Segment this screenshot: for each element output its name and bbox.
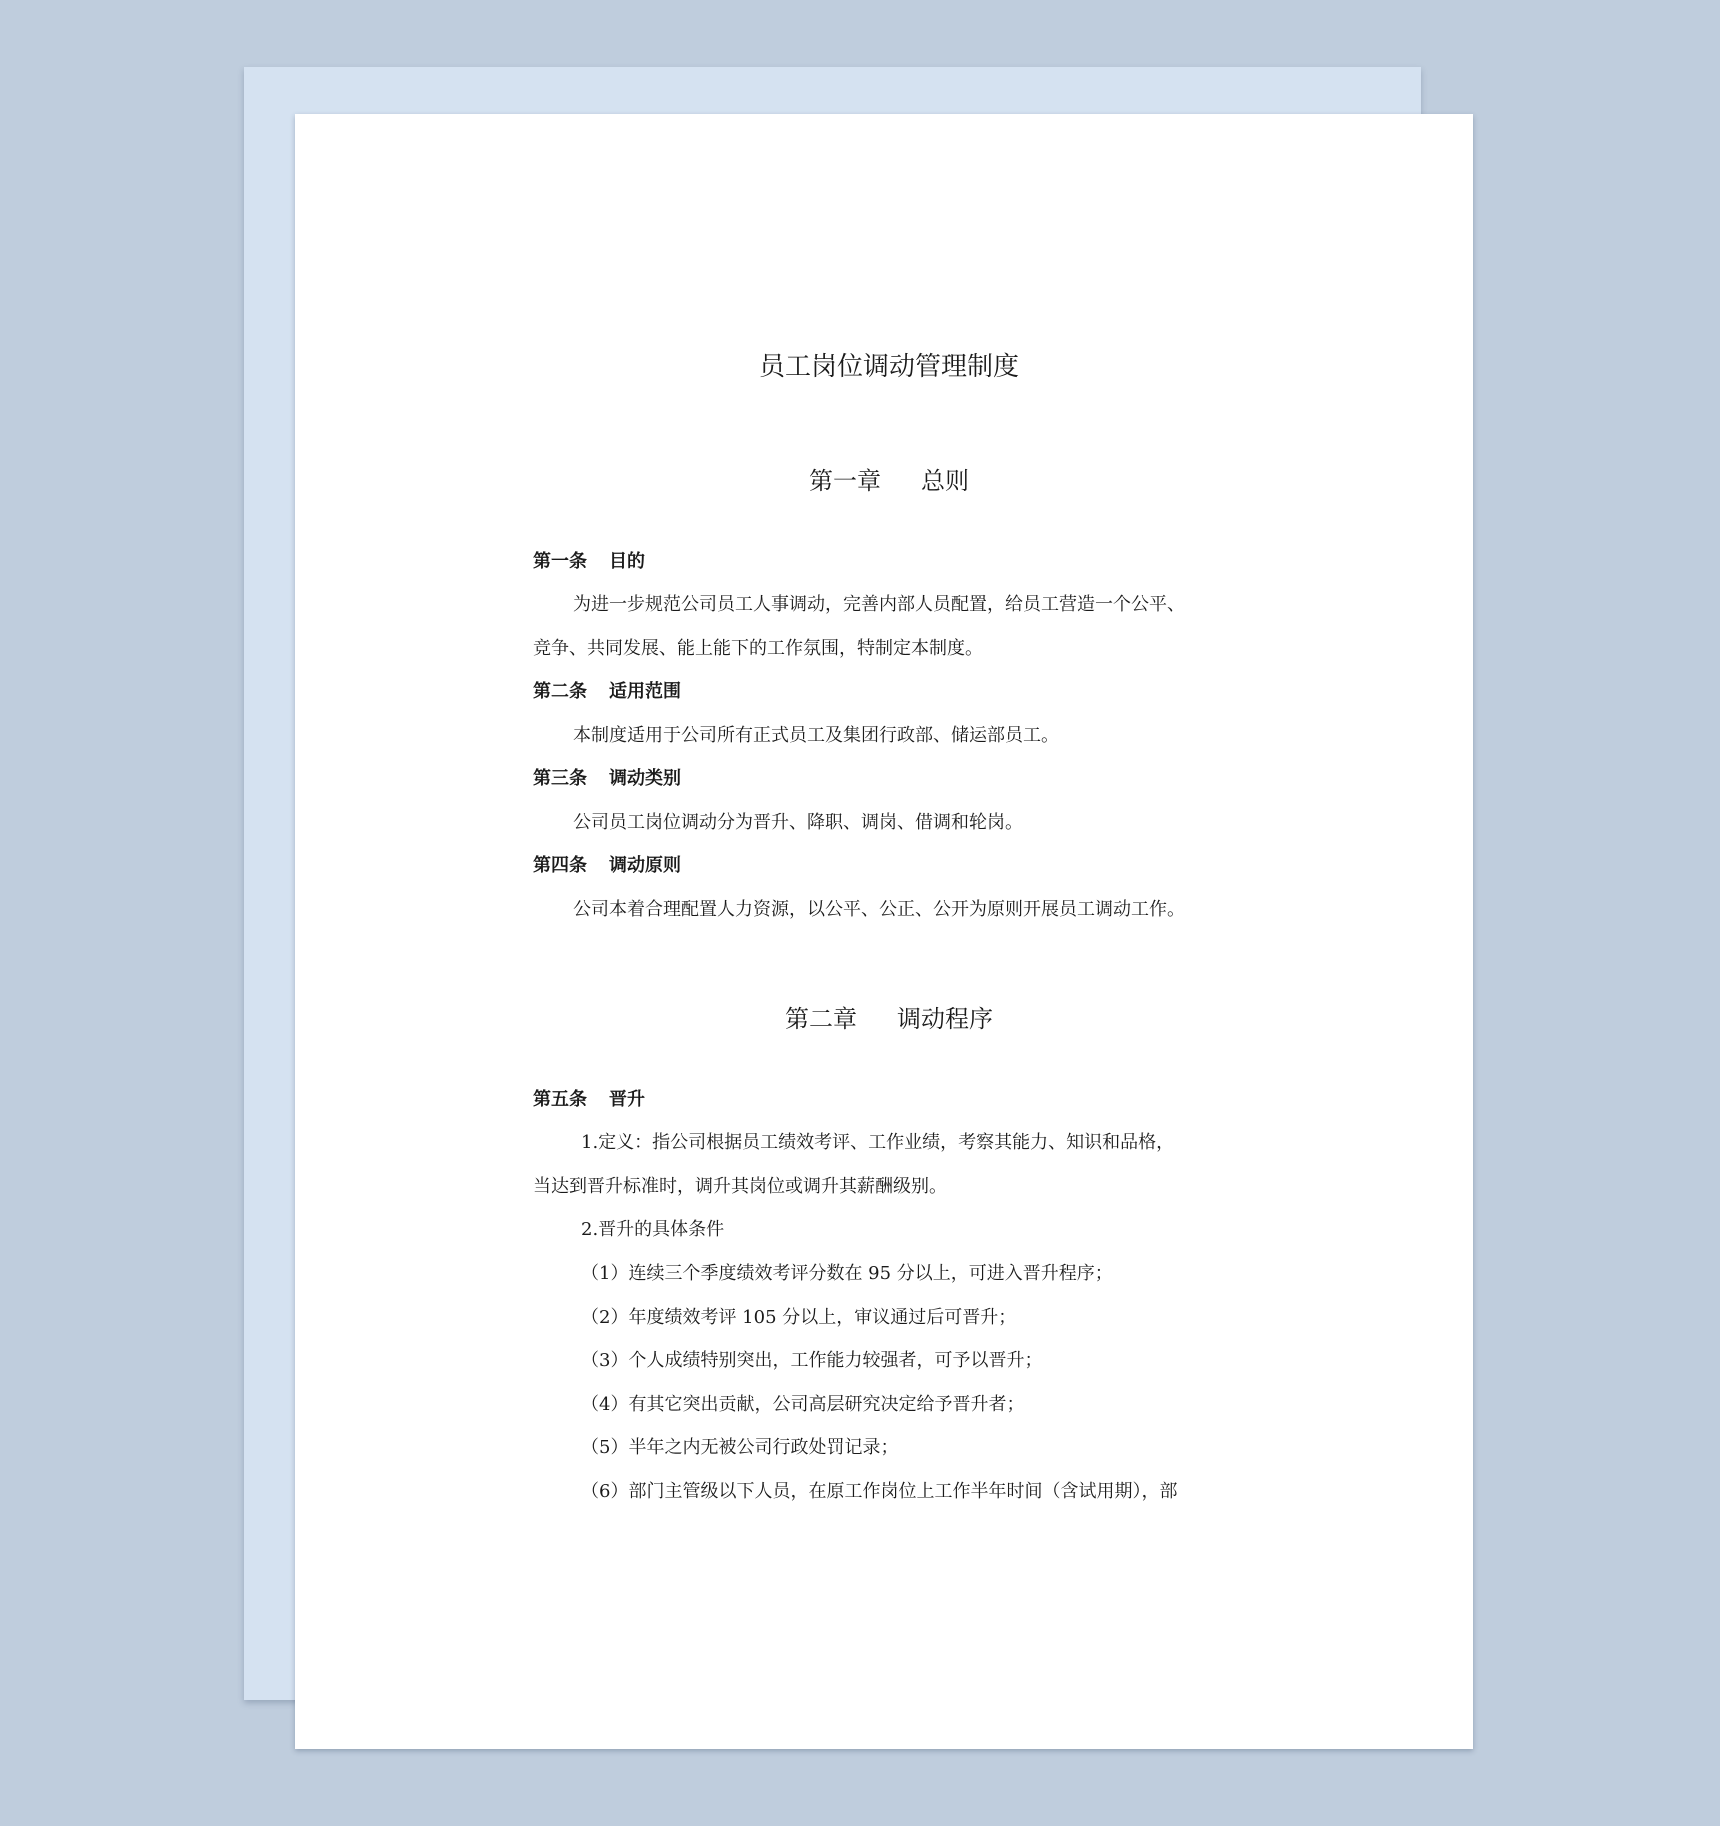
article-3-name: 调动类别 — [609, 768, 681, 789]
article-5-definition-line-1: 1.定义：指公司根据员工绩效考评、工作业绩，考察其能力、知识和品格， — [581, 1132, 1175, 1153]
article-5-conditions-heading: 2.晋升的具体条件 — [581, 1219, 725, 1240]
article-2-name: 适用范围 — [609, 681, 681, 702]
article-2-number: 第二条 — [533, 681, 587, 702]
condition-item-2: （2）年度绩效考评 105 分以上，审议通过后可晋升； — [581, 1307, 1017, 1328]
chapter-2-title — [533, 1003, 1245, 1035]
chapter-2-number: 第二章 — [785, 1005, 857, 1033]
chapter-1-title — [533, 465, 1245, 497]
article-2-text-line-1: 本制度适用于公司所有正式员工及集团行政部、储运部员工。 — [573, 725, 1059, 746]
document-title: 员工岗位调动管理制度 — [758, 352, 1019, 382]
condition-item-5: （5）半年之内无被公司行政处罚记录； — [581, 1437, 899, 1458]
article-5-heading — [533, 1088, 645, 1112]
condition-item-3: （3）个人成绩特别突出，工作能力较强者，可予以晋升； — [581, 1350, 1043, 1371]
article-1-number: 第一条 — [533, 551, 587, 572]
article-3-text-line-1: 公司员工岗位调动分为晋升、降职、调岗、借调和轮岗。 — [573, 812, 1023, 833]
article-1-text-line-2: 竞争、共同发展、能上能下的工作氛围，特制定本制度。 — [533, 638, 983, 659]
condition-item-4: （4）有其它突出贡献，公司高层研究决定给予晋升者； — [581, 1394, 1025, 1415]
article-4-text-line-1: 公司本着合理配置人力资源，以公平、公正、公开为原则开展员工调动工作。 — [573, 899, 1185, 920]
article-5-definition-line-2: 当达到晋升标准时，调升其岗位或调升其薪酬级别。 — [533, 1176, 947, 1197]
article-1-heading — [533, 550, 645, 574]
article-5-number: 第五条 — [533, 1089, 587, 1110]
chapter-2-name: 调动程序 — [897, 1005, 993, 1033]
article-5-name: 晋升 — [609, 1089, 645, 1110]
article-4-name: 调动原则 — [609, 855, 681, 876]
condition-item-1: （1）连续三个季度绩效考评分数在 95 分以上，可进入晋升程序； — [581, 1263, 1113, 1284]
condition-item-6: （6）部门主管级以下人员，在原工作岗位上工作半年时间（含试用期），部 — [581, 1481, 1178, 1502]
article-3-heading — [533, 767, 681, 791]
article-1-text-line-1: 为进一步规范公司员工人事调动，完善内部人员配置，给员工营造一个公平、 — [573, 594, 1185, 615]
chapter-1-name: 总则 — [921, 467, 969, 495]
article-3-number: 第三条 — [533, 768, 587, 789]
document-page — [295, 114, 1473, 1749]
article-1-name: 目的 — [609, 551, 645, 572]
article-2-heading — [533, 680, 681, 704]
chapter-1-number: 第一章 — [809, 467, 881, 495]
article-4-number: 第四条 — [533, 855, 587, 876]
article-4-heading — [533, 854, 681, 878]
